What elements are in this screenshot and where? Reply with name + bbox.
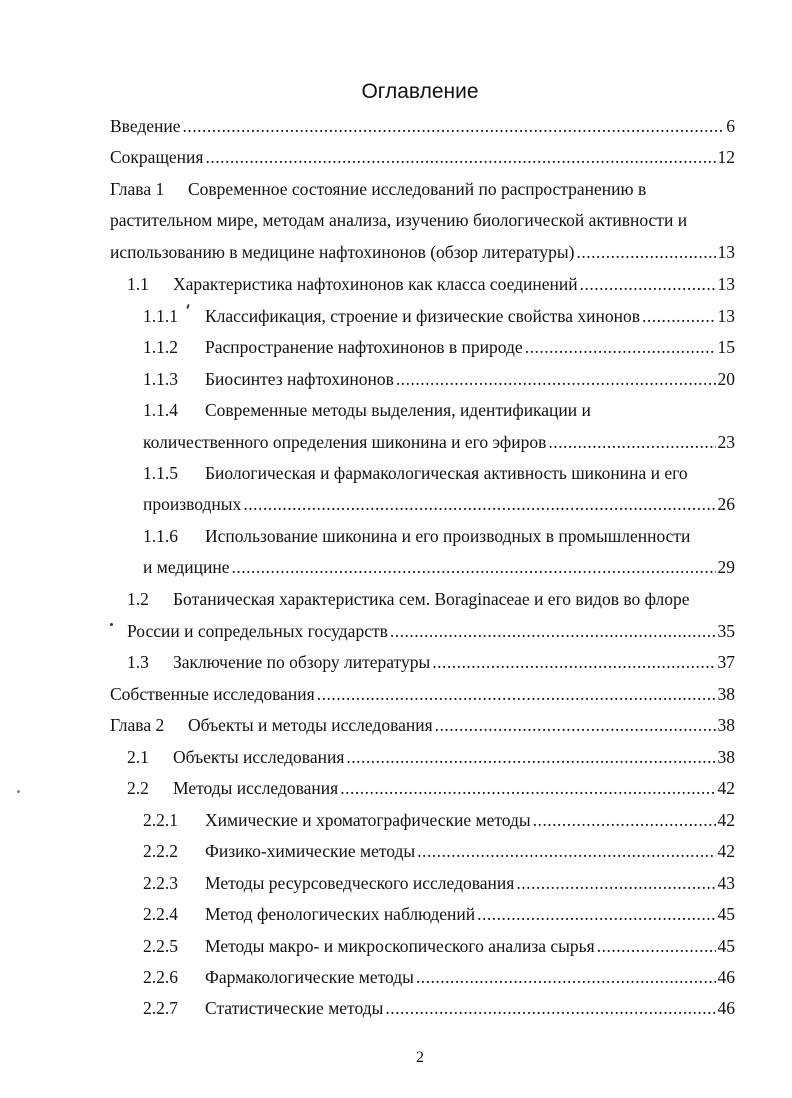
toc-entry-page: 42 bbox=[717, 778, 735, 798]
toc-leader-dots bbox=[340, 776, 715, 800]
toc-entry-page: 12 bbox=[717, 147, 735, 167]
toc-entry-text: Биосинтез нафтохинонов bbox=[205, 369, 394, 389]
toc-entry-text: Собственные исследования bbox=[110, 684, 315, 704]
toc-entry bbox=[143, 871, 735, 895]
toc-leader-dots bbox=[385, 996, 715, 1020]
toc-entry-number: 1.1.4 bbox=[143, 400, 178, 420]
toc-entry-text: Методы исследования bbox=[173, 778, 339, 798]
toc-entry-number: 1.1.6 bbox=[143, 526, 178, 546]
toc-leader-dots bbox=[477, 902, 715, 926]
toc-entry bbox=[143, 461, 735, 485]
toc-entry-text: Ботаническая характеристика сем. Boraginaceae и его видов во флоре bbox=[173, 589, 690, 609]
toc-entry-page: 26 bbox=[717, 494, 735, 514]
toc-entry-continuation bbox=[143, 555, 735, 579]
page-number: 2 bbox=[416, 1049, 424, 1066]
toc-entry-page: 38 bbox=[717, 684, 735, 704]
toc-entry-text: количественного определения шиконина и его эфиров bbox=[143, 432, 547, 452]
toc-leader-dots bbox=[548, 430, 715, 454]
toc-entry-continuation bbox=[110, 208, 735, 232]
toc-entry-continuation bbox=[127, 619, 735, 643]
toc-entry-text: России и сопредельных государств bbox=[127, 621, 388, 641]
toc-entry-text: Биологическая и фармакологическая активность шиконина и его bbox=[205, 463, 688, 483]
toc-leader-dots bbox=[525, 335, 716, 359]
toc-entry-page: 37 bbox=[717, 652, 735, 672]
toc-entry-number: 1.1 bbox=[127, 274, 149, 294]
toc-entry-continuation bbox=[110, 240, 735, 264]
toc-entry-number: 2.2.4 bbox=[143, 904, 178, 924]
toc-entry bbox=[127, 776, 735, 800]
toc-leader-dots bbox=[390, 619, 716, 643]
toc-entry bbox=[143, 304, 735, 328]
toc-entry-page: 35 bbox=[717, 621, 735, 641]
scan-speck bbox=[110, 623, 113, 626]
toc-leader-dots bbox=[183, 114, 725, 138]
toc-entry bbox=[110, 682, 735, 706]
toc-entry-text: Заключение по обзору литературы bbox=[173, 652, 431, 672]
toc-entry-number: 1.2 bbox=[127, 589, 149, 609]
toc-entry-page: 13 bbox=[717, 274, 735, 294]
toc-entry-page: 20 bbox=[717, 369, 735, 389]
toc-entry-text: Современное состояние исследований по распространению в bbox=[188, 179, 647, 199]
toc-entry-text: использованию в медицине нафтохинонов (обзор литературы) bbox=[110, 242, 575, 262]
toc-entry-text: Метод фенологических наблюдений bbox=[205, 904, 476, 924]
toc-entry-number: 2.2 bbox=[127, 778, 149, 798]
toc-entry-page: 45 bbox=[717, 904, 735, 924]
toc-entry-page: 38 bbox=[717, 715, 735, 735]
toc-leader-dots bbox=[317, 682, 716, 706]
toc-entry-number: 1.1.2 bbox=[143, 337, 178, 357]
scan-speck bbox=[17, 790, 20, 793]
toc-entry-text: Методы ресурсоведческого исследования bbox=[205, 873, 515, 893]
toc-entry-number: Глава 1 bbox=[110, 179, 165, 199]
toc-entry-text: Распространение нафтохинонов в природе bbox=[205, 337, 523, 357]
toc-entry bbox=[110, 713, 735, 737]
toc-entry-number: 2.2.7 bbox=[143, 998, 178, 1018]
toc-entry bbox=[143, 839, 735, 863]
toc-entry-number: 2.2.6 bbox=[143, 967, 178, 987]
toc-entry-page: 13 bbox=[717, 306, 735, 326]
toc-leader-dots bbox=[576, 240, 715, 264]
toc-entry-page: 42 bbox=[717, 841, 735, 861]
toc-entry-number: 2.2.2 bbox=[143, 841, 178, 861]
toc-entry-page: 38 bbox=[717, 747, 735, 767]
toc-entry-number: 1.1.1 bbox=[143, 306, 178, 326]
toc-entry bbox=[110, 114, 735, 138]
toc-leader-dots bbox=[516, 871, 715, 895]
toc-entry-continuation bbox=[143, 430, 735, 454]
toc-entry bbox=[127, 272, 735, 296]
toc-entry bbox=[143, 398, 735, 422]
toc-entry-number: 1.1.3 bbox=[143, 369, 178, 389]
toc-leader-dots bbox=[432, 650, 715, 674]
toc-leader-dots bbox=[346, 745, 715, 769]
toc-leader-dots bbox=[243, 492, 715, 516]
toc-entry-page: 15 bbox=[717, 337, 735, 357]
toc-entry bbox=[143, 902, 735, 926]
toc-entry-number: 1.3 bbox=[127, 652, 149, 672]
toc-entry-page: 46 bbox=[717, 998, 735, 1018]
page-title: Оглавление bbox=[361, 80, 479, 103]
toc-entry bbox=[110, 145, 735, 169]
toc-entry-page: 46 bbox=[717, 967, 735, 987]
toc-entry-page: 29 bbox=[717, 557, 735, 577]
toc-entry-continuation bbox=[143, 492, 735, 516]
toc-entry-text: Объекты и методы исследования bbox=[188, 715, 433, 735]
toc-entry-text: Фармакологические методы bbox=[205, 967, 414, 987]
toc-entry-number: Глава 2 bbox=[110, 715, 165, 735]
toc-entry-text: Классификация, строение и физические свойства хинонов bbox=[205, 306, 641, 326]
toc-entry-text: Современные методы выделения, идентификации и bbox=[205, 400, 591, 420]
toc-entry bbox=[143, 524, 735, 548]
toc-entry bbox=[143, 996, 735, 1020]
toc-leader-dots bbox=[597, 934, 716, 958]
toc-leader-dots bbox=[642, 304, 715, 328]
toc-entry-text: Физико-химические методы bbox=[205, 841, 416, 861]
toc-entry bbox=[143, 965, 735, 989]
toc-entry-page: 13 bbox=[717, 242, 735, 262]
toc-entry-number: 2.1 bbox=[127, 747, 149, 767]
toc-entry-number: 2.2.3 bbox=[143, 873, 178, 893]
toc-entry-page: 23 bbox=[717, 432, 735, 452]
toc-entry-text: Статистические методы bbox=[205, 998, 384, 1018]
toc-entry-text: Методы макро- и микроскопического анализа сырья bbox=[205, 936, 595, 956]
toc-entry-text: и медицине bbox=[143, 557, 230, 577]
toc-entry bbox=[143, 335, 735, 359]
toc-leader-dots bbox=[417, 839, 715, 863]
toc-leader-dots bbox=[231, 555, 715, 579]
toc-leader-dots bbox=[205, 145, 715, 169]
toc-entry bbox=[127, 587, 735, 611]
toc-entry bbox=[143, 934, 735, 958]
toc-leader-dots bbox=[533, 808, 716, 832]
toc-entry bbox=[143, 808, 735, 832]
toc-entry-number: 2.2.1 bbox=[143, 810, 178, 830]
toc-entry-text: Использование шиконина и его производных в промышленности bbox=[205, 526, 691, 546]
toc-entry-text: Введение bbox=[110, 116, 181, 136]
toc-leader-dots bbox=[435, 713, 716, 737]
toc-entry-page: 42 bbox=[717, 810, 735, 830]
toc-leader-dots bbox=[416, 965, 716, 989]
toc-leader-dots bbox=[396, 367, 716, 391]
toc-entry-page: 6 bbox=[726, 116, 735, 136]
toc-entry-text: производных bbox=[143, 494, 242, 514]
toc-entry-text: Химические и хроматографические методы bbox=[205, 810, 531, 830]
toc-entry bbox=[110, 177, 735, 201]
toc-entry-number: 2.2.5 bbox=[143, 936, 178, 956]
toc-entry-text: Характеристика нафтохинонов как класса соединений bbox=[173, 274, 578, 294]
toc-entry bbox=[143, 367, 735, 391]
toc-entry-page: 45 bbox=[717, 936, 735, 956]
toc-entry-text: Объекты исследования bbox=[173, 747, 345, 767]
toc-leader-dots bbox=[580, 272, 716, 296]
toc-entry bbox=[127, 650, 735, 674]
toc-entry bbox=[127, 745, 735, 769]
toc-entry-page: 43 bbox=[717, 873, 735, 893]
toc-entry-text: Сокращения bbox=[110, 147, 204, 167]
toc-entry-text: растительном мире, методам анализа, изучению биологической активности и bbox=[110, 210, 688, 230]
toc-entry-number: 1.1.5 bbox=[143, 463, 178, 483]
